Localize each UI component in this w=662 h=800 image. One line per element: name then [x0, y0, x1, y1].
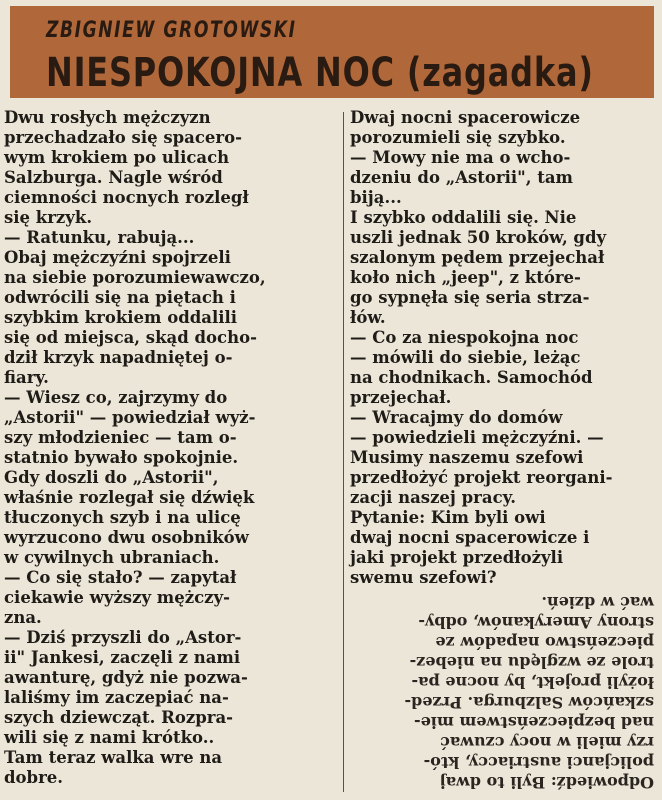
- answer-text: Byli to dwaj policjanci austriaccy, któ- rzy mieli w nocy czuwać nad bezpieczeństwem mie- szkańców Salzburga. Przed- łożyli projekt, by nocne pa- trole ze względu na niebez- pieczeństwo napadów ze strony Amerykanów, odby- wać w dzień.: [404, 593, 654, 792]
- question-paragraph: [350, 508, 656, 588]
- paragraph: — Co za niespokojna noc — mówili do siebie, leżąc na chodnikach. Samochód przejechał.: [350, 328, 593, 407]
- question-label: Pytanie:: [350, 508, 426, 527]
- upside-down-answer: [352, 592, 654, 792]
- question-text: Kim byli owi dwaj nocni spacerowicze i jaki projekt przedłożyli swemu szefowi?: [350, 508, 590, 587]
- column-divider: [343, 112, 344, 792]
- paragraph: Obaj mężczyźni spojrzeli na siebie porozumiewawczo, odwrócili się na piętach i szybkim krokiem oddalili się od miejsca, skąd docho- dził krzyk napadniętej o- fiary.: [4, 248, 266, 387]
- paragraph: — Ratunku, rabują...: [4, 228, 195, 247]
- left-column: [4, 108, 337, 788]
- paragraph: — Dziś przyszli do „Astor- ii" Jankesi, zaczęli z nami awanturę, gdyż nie pozwa- laliśmy im zaczepiać na- szych dziewcząt. Rozpra- wili się z nami krótko.. Tam teraz walka wre na dobre.: [4, 628, 248, 787]
- article-header: [10, 6, 654, 98]
- paragraph: — Wiesz co, zajrzymy do „Astorii" — powiedział wyż- szy młodzieniec — tam o- statnio bywało spokojnie.: [4, 388, 256, 467]
- paragraph: I szybko oddalili się. Nie uszli jednak 50 kroków, gdy szalonym pędem przejechał koło nich „jeep", z które- go sypnęła się seria strza- łów.: [350, 208, 607, 327]
- article-title: NIESPOKOJNA NOC (zagadka): [46, 50, 594, 96]
- paragraph: — Mowy nie ma o wcho- dzeniu do „Astorii", tam biją...: [350, 148, 573, 207]
- author-name: ZBIGNIEW GROTOWSKI: [46, 18, 297, 43]
- paragraph: Gdy doszli do „Astorii", właśnie rozlegał się dźwięk tłuczonych szyb i na ulicę wyrzucono dwu osobników w cywilnych ubraniach.: [4, 468, 255, 567]
- answer-label: Odpowiedź:: [550, 773, 654, 792]
- paragraph: Dwu rosłych mężczyzn przechadzało się spacero- wym krokiem po ulicach Salzburga. Nagle wśród ciemności nocnych rozległ się krzyk.: [4, 108, 249, 227]
- paragraph: — Co się stało? — zapytał ciekawie wyższy mężczy- zna.: [4, 568, 237, 627]
- paragraph: Dwaj nocni spacerowicze porozumieli się szybko.: [350, 108, 581, 147]
- paragraph: — Wracajmy do domów — powiedzieli mężczyźni. — Musimy naszemu szefowi przedłożyć projekt reorgani- zacji naszej pracy.: [350, 408, 613, 507]
- right-column: [350, 108, 656, 588]
